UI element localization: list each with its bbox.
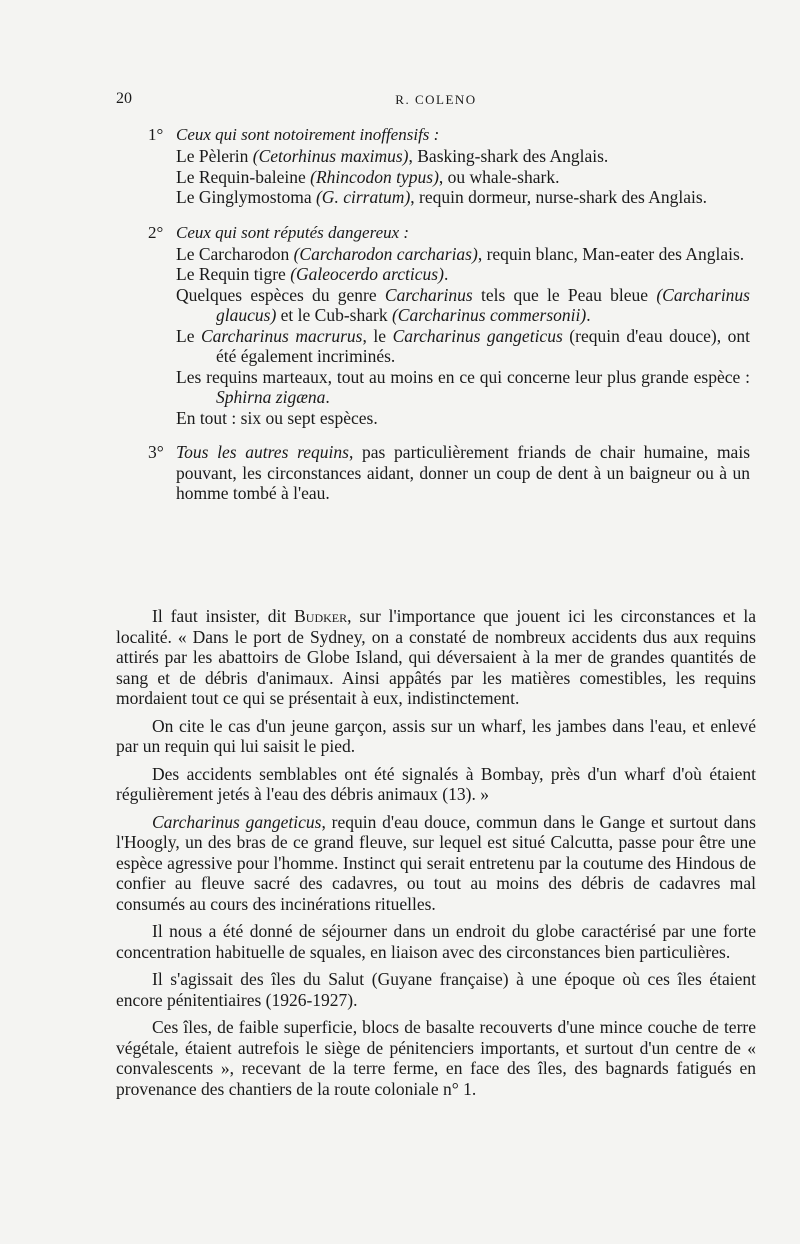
paragraph: Ces îles, de faible superficie, blocs de basalte recouverts d'une mince couche de terre végétale, étaient autrefois le siège de pénitenciers importants, et surtout d'un centre de « convalescents », recevant de la terre ferme, en face des îles, des bagnards fatigués en provenance des chantiers de la route coloniale n° 1.	[116, 1017, 756, 1099]
entry-text: Le Requin tigre	[176, 264, 291, 284]
paragraph-text: Il faut insister, dit	[152, 606, 295, 626]
species-latin: (Cetorhinus maximus)	[252, 146, 409, 166]
running-head: R. COLENO	[395, 92, 477, 107]
list-item-heading	[0, 222, 800, 244]
paragraph	[116, 606, 756, 709]
list-item-number: 2°	[148, 222, 164, 242]
paragraph: On cite le cas d'un jeune garçon, assis sur un wharf, les jambes dans l'eau, et enlevé par un requin qui lui saisit le pied.	[116, 715, 756, 756]
entry-text: , requin blanc, Man-eater des Anglais.	[477, 243, 745, 264]
list-item-1	[0, 124, 800, 208]
paragraph-text: , requin d'eau douce, commun dans le Gange et surtout dans l'Hoogly, un des bras de ce grand fleuve, sur lequel est situé Calcutta, passe pour être une espèce agressive pour l'homme. Instinct qui serait entretenu par la coutume des Hindous de confier au fleuve sacré des cadavres, ou tout au moins des débris de cadavres mal consumés au cours des incinérations rituelles.	[116, 811, 756, 914]
species-entry	[0, 264, 800, 285]
entry-text: , requin dormeur, nurse-shark des Anglais.	[410, 187, 708, 207]
species-latin: Carcharinus gangeticus	[152, 811, 322, 832]
species-latin: Carcharinus macrurus	[201, 325, 363, 346]
entry-text: tels que le Peau bleue	[472, 284, 657, 305]
species-entry	[0, 285, 800, 326]
species-latin: (Carcharinus glaucus)	[216, 284, 750, 325]
list-item-number: 3°	[148, 442, 164, 462]
species-list	[0, 124, 800, 518]
species-latin: (Carcharodon carcharias)	[293, 243, 478, 264]
species-entry	[0, 187, 800, 208]
entry-text: .	[443, 264, 449, 284]
entry-text: , ou whale-shark.	[438, 166, 560, 187]
page-header	[116, 90, 756, 114]
entry-text: et le Cub-shark	[276, 305, 392, 325]
entry-text: Le Pèlerin	[176, 146, 253, 166]
species-entry	[0, 146, 800, 167]
paragraph: Il s'agissait des îles du Salut (Guyane française) à une époque où ces îles étaient encore pénitentiaires (1926-1927).	[116, 969, 756, 1010]
list-item-2	[0, 222, 800, 429]
author-name: Budker	[294, 606, 348, 626]
species-entry	[0, 326, 800, 367]
species-latin: Sphirna zigæna	[216, 387, 326, 407]
species-entry	[0, 367, 800, 408]
page-number: 20	[116, 90, 132, 107]
species-latin: Carcharinus gangeticus	[392, 325, 563, 346]
entry-text: Le	[176, 325, 201, 346]
list-item-3	[0, 442, 800, 504]
list-item-paragraph	[0, 442, 800, 504]
entry-text: Le Ginglymostoma	[176, 187, 316, 207]
heading-text: Ceux qui sont notoirement inoffensifs :	[176, 125, 440, 144]
entry-text: Le Carcharodon	[176, 243, 294, 264]
species-latin: Carcharinus	[384, 284, 473, 305]
entry-text: , le	[362, 325, 393, 346]
list-item-number: 1°	[148, 125, 164, 144]
species-latin: (G. cirratum)	[315, 187, 411, 207]
species-entry	[0, 244, 800, 265]
entry-text: , Basking-shark des Anglais.	[408, 146, 609, 166]
entry-text: Les requins marteaux, tout au moins en ce qui concerne leur plus grande espèce :	[176, 366, 750, 387]
paragraph: Des accidents semblables ont été signalés à Bombay, près d'un wharf d'où étaient régulièrement jetés à l'eau des débris animaux (13). »	[116, 763, 756, 804]
entry-text: , pas particulièrement friands de chair humaine, mais pouvant, les circonstances aidant, donner un coup de dent à un baigneur ou à un homme tombé à l'eau.	[176, 442, 750, 503]
paragraph	[116, 812, 756, 915]
entry-text: .	[586, 305, 591, 325]
heading-text: Tous les autres requins	[176, 442, 349, 462]
heading-text: Ceux qui sont réputés dangereux :	[176, 222, 410, 242]
paragraph: Il nous a été donné de séjourner dans un endroit du globe caractérisé par une forte concentration habituelle de squales, en liaison avec des circonstances bien particulières.	[116, 921, 756, 962]
species-latin: (Galeocerdo arcticus)	[290, 264, 444, 284]
entry-text: (requin d'eau douce), ont été également incriminés.	[216, 325, 750, 366]
paragraph-text: , sur l'importance que jouent ici les circonstances et la localité. « Dans le port de Sydney, on a constaté de nombreux accidents dus aux requins attirés par les abattoirs de Globe Island, qui déversaient à la mer de grandes quantités de sang et de débris d'animaux. Ainsi appâtés par les matières comestibles, les requins mordaient tout ce qui se présentait à eux, indistinctement.	[116, 606, 756, 708]
body-text	[116, 606, 756, 1106]
species-entry	[0, 167, 800, 188]
entry-text: Le Requin-baleine	[176, 166, 311, 187]
species-entry	[0, 408, 800, 429]
entry-text: En tout : six ou sept espèces.	[176, 407, 378, 428]
species-latin: (Carcharinus commersonii)	[391, 305, 587, 325]
species-latin: (Rhincodon typus)	[310, 166, 439, 187]
list-item-heading	[0, 124, 800, 146]
entry-text: Quelques espèces du genre	[176, 284, 385, 305]
entry-text: .	[325, 387, 330, 407]
